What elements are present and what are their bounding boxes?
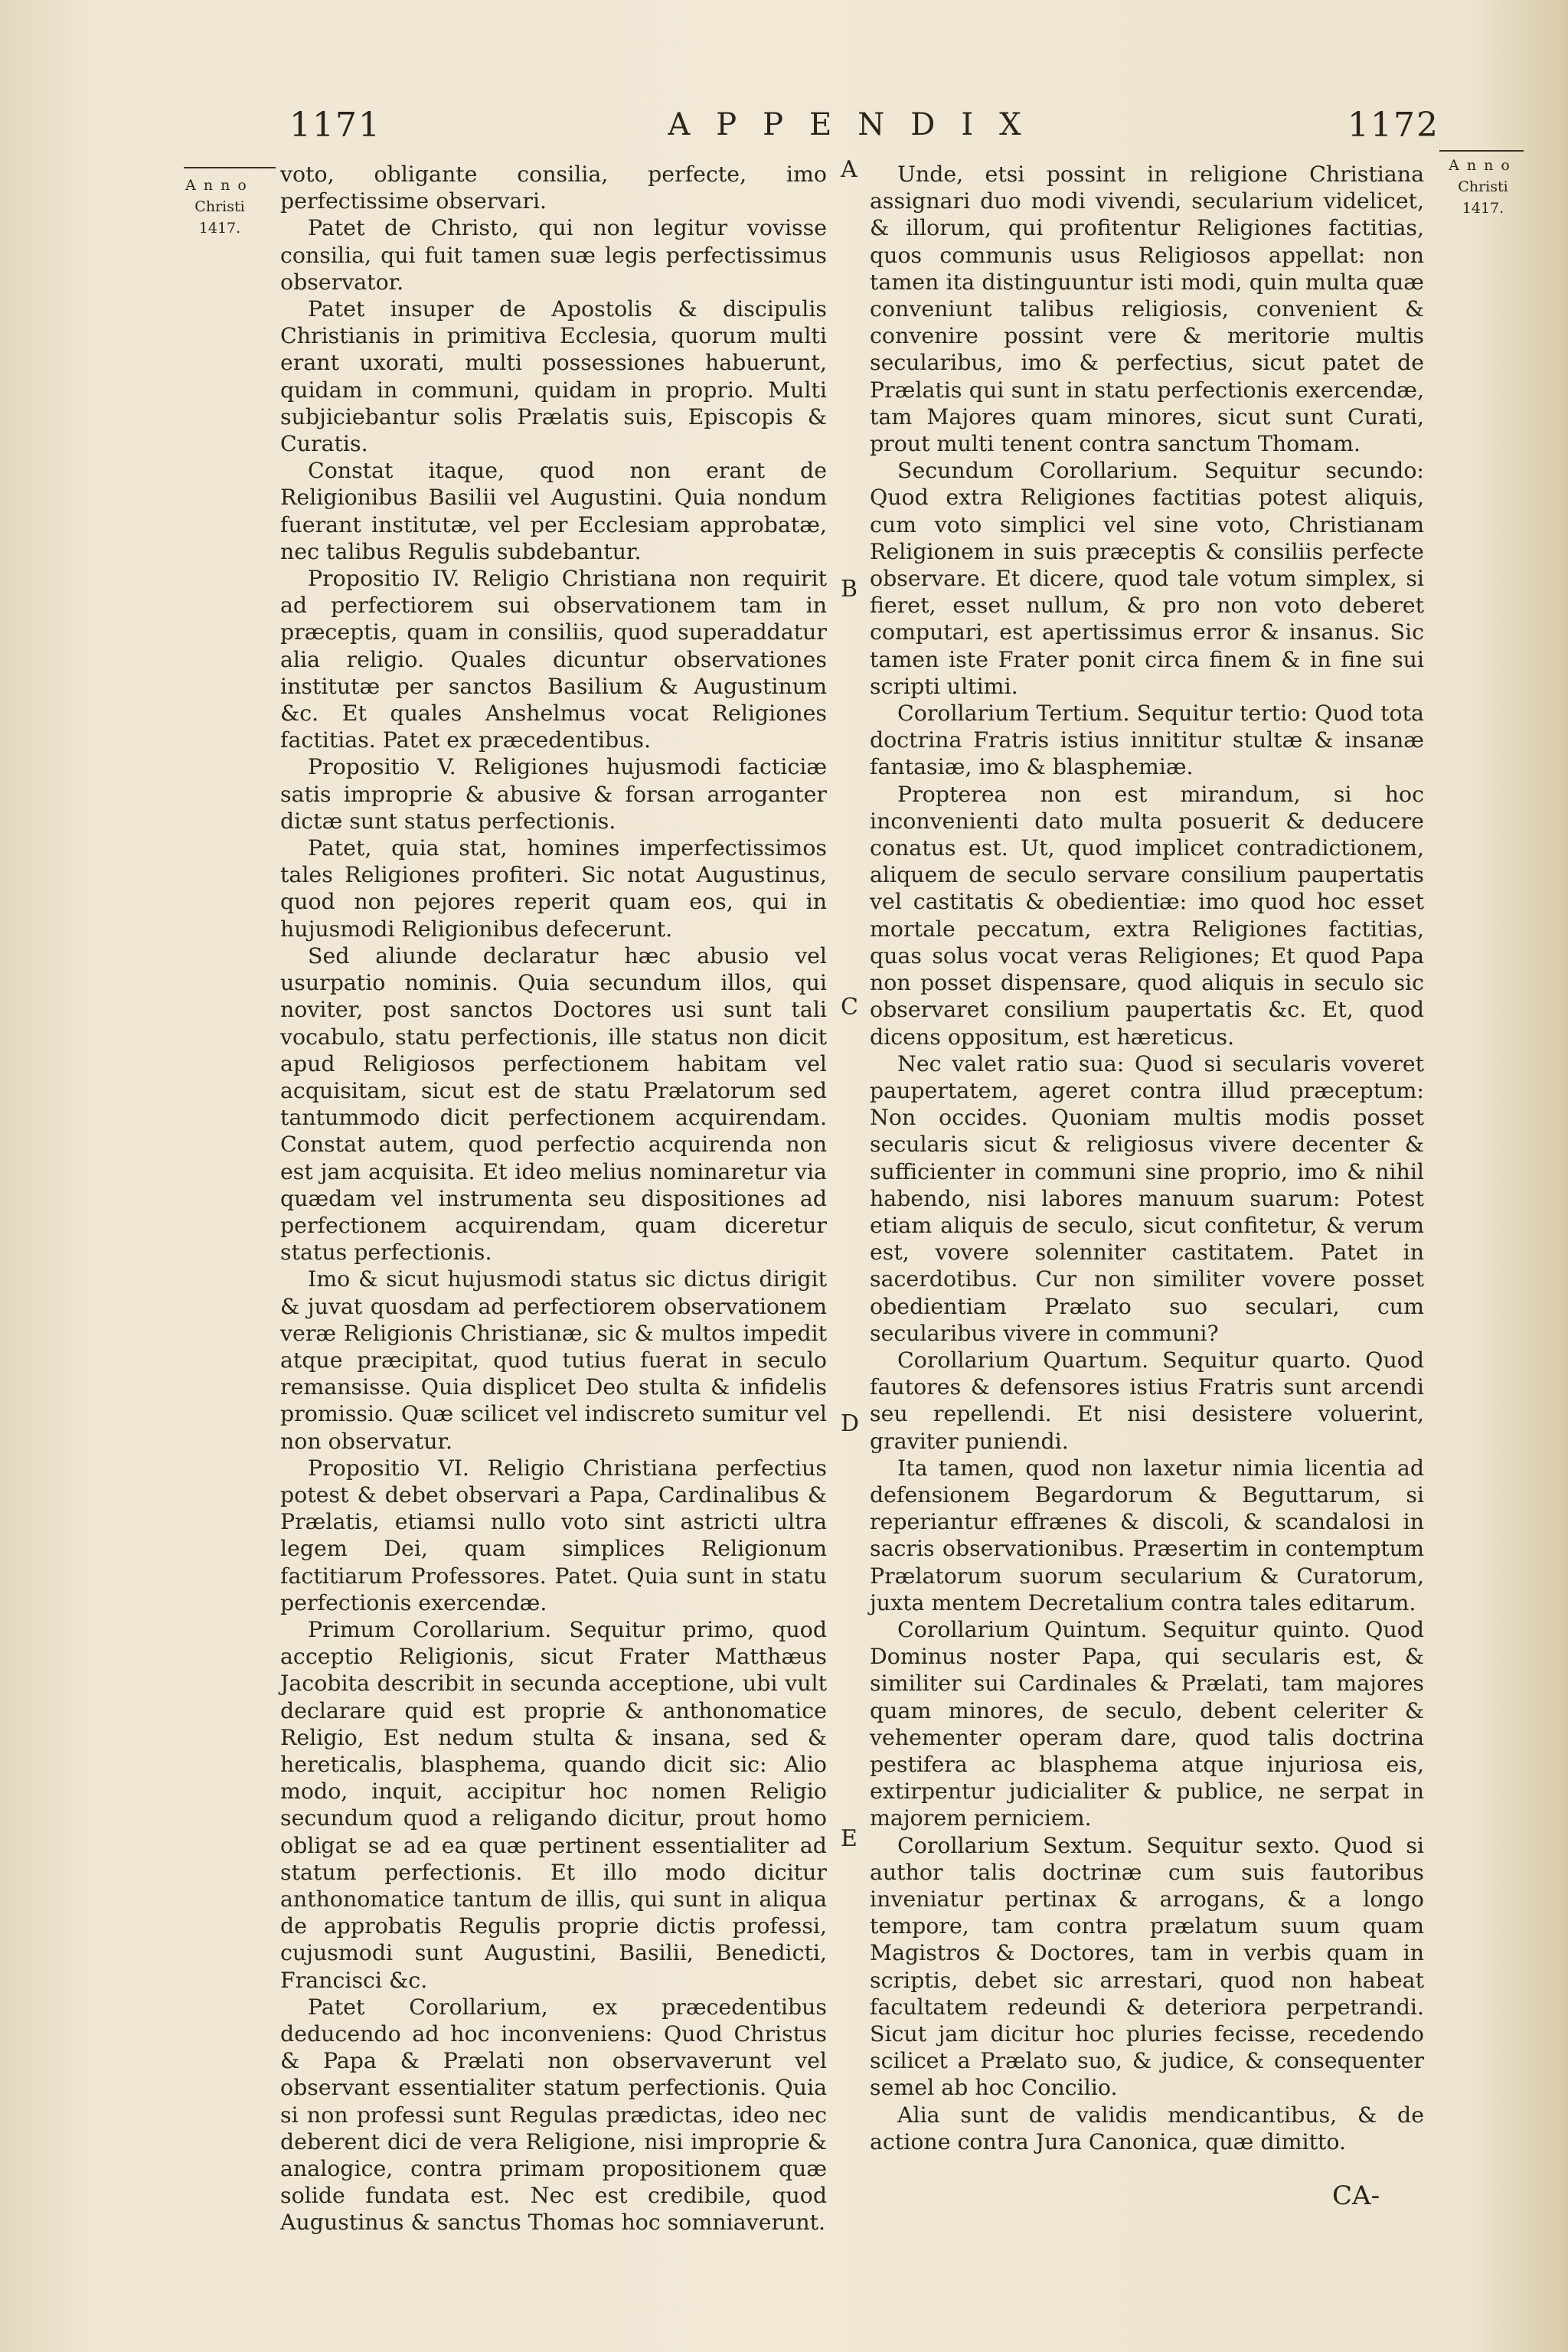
- left-paragraph: Patet Corollarium, ex præcedentibus deducendo ad hoc inconveniens: Quod Christus & Papa & Prælati non observaverunt vel observant essentialiter statum perfectionis. Quia si non professi sunt Regulas prædictas, ideo nec deberent dici de vera Religione, nisi improprie & analogice, contra primam propositionem quæ solide fundata est. Nec est credibile, quod Augustinus & sanctus Thomas hoc somniaverunt.: [280, 1994, 827, 2236]
- left-paragraph: Propositio VI. Religio Christiana perfectius potest & debet observari a Papa, Cardinalibus & Prælatis, etiamsi nullo voto sint astricti ultra legem Dei, quam simplices Religionum factitiarum Professores. Patet. Quia sunt in statu perfectionis exercendæ.: [280, 1455, 827, 1615]
- margin-rule-right: [1439, 150, 1524, 152]
- margin-note-right: [1433, 155, 1533, 219]
- left-paragraph: voto, obligante consilia, perfecte, imo perfectissime observari.: [280, 162, 827, 214]
- right-page-number: 1172: [1348, 106, 1439, 145]
- right-paragraph: Unde, etsi possint in religione Christiana assignari duo modi vivendi, secularium videlicet, & illorum, qui profitentur Religiones factitias, quos communis usus Religiosos appellat: non tamen ita distinguuntur isti modi, quin multa quæ conveniunt talibus religiosis, convenient & convenire possint vere & meritorie multis secularibus, imo & perfectius, sicut patet de Prælatis qui sunt in statu perfectionis exercendæ, tam Majores quam minores, sicut sunt Curati, prout multi tenent contra sanctum Thomam.: [870, 162, 1424, 457]
- right-column: [870, 161, 1424, 2155]
- left-paragraph: Patet de Christo, qui non legitur vovisse consilia, qui fuit tamen suæ legis perfectissimus observator.: [280, 215, 827, 295]
- left-paragraph: Constat itaque, quod non erant de Religionibus Basilii vel Augustini. Quia nondum fuerant institutæ, vel per Ecclesiam approbatæ, nec talibus Regulis subdebantur.: [280, 458, 827, 564]
- right-paragraph: Alia sunt de validis mendicantibus, & de actione contra Jura Canonica, quæ dimitto.: [870, 2102, 1424, 2154]
- section-letter-a: A: [841, 156, 858, 183]
- left-paragraph: Patet insuper de Apostolis & discipulis Christianis in primitiva Ecclesia, quorum multi erant uxorati, multi possessiones habuerunt, quidam in communi, quidam in proprio. Multi subjiciebantur solis Prælatis suis, Episcopis & Curatis.: [280, 296, 827, 457]
- margin-note-left-line2: Christi: [194, 198, 245, 215]
- right-paragraph: Corollarium Tertium. Sequitur tertio: Quod tota doctrina Fratris istius innititur stultæ & insanæ fantasiæ, imo & blasphemiæ.: [870, 701, 1424, 780]
- left-paragraph: Sed aliunde declaratur hæc abusio vel usurpatio nominis. Quia secundum illos, qui noviter, post sanctos Doctores usi sunt tali vocabulo, statu perfectionis, ille status non dicit apud Religiosos perfectionem habitam vel acquisitam, sicut est de statu Prælatorum sed tantummodo dicit perfectionem acquirendam. Constat autem, quod perfectio acquirenda non est jam acquisita. Et ideo melius nominaretur via quædam vel instrumenta seu dispositiones ad perfectionem acquirendam, quam diceretur status perfectionis.: [280, 942, 827, 1266]
- section-letter-c: C: [841, 994, 858, 1021]
- margin-note-right-line3: 1417.: [1462, 200, 1504, 217]
- margin-note-right-line1: Anno: [1449, 157, 1517, 174]
- margin-note-right-line2: Christi: [1458, 178, 1508, 195]
- section-letter-e: E: [841, 1825, 858, 1852]
- margin-rule-left: [184, 167, 276, 168]
- left-paragraph: Propositio IV. Religio Christiana non requirit ad perfectiorem sui observationem tam in præceptis, quam in consiliis, quod superaddatur alia religio. Quales dicuntur observationes institutæ per sanctos Basilium & Augustinum &c. Et quales Anshelmus vocat Religiones factitias. Patet ex præcedentibus.: [280, 566, 827, 753]
- right-paragraph: Ita tamen, quod non laxetur nimia licentia ad defensionem Begardorum & Beguttarum, si reperiantur effrænes & discoli, & scandalosi in sacris observationibus. Præsertim in contemptum Prælatorum suorum secularium & Curatorum, juxta mentem Decretalium contra tales editarum.: [870, 1455, 1424, 1615]
- running-title: APPENDIX: [668, 107, 1047, 142]
- margin-note-left-line3: 1417.: [198, 220, 241, 237]
- right-paragraph: Corollarium Quintum. Sequitur quinto. Quod Dominus noster Papa, qui secularis est, & similiter sui Cardinales & Prælati, tam majores quam minores, de seculo, debent celeriter & vehementer operam dare, quod talis doctrina pestifera ac blasphema atque injuriosa eis, extirpentur judicialiter & publice, ne serpat in majorem perniciem.: [870, 1616, 1424, 1831]
- left-column: [280, 161, 827, 2236]
- margin-note-left: [170, 175, 270, 239]
- right-paragraph: Corollarium Sextum. Sequitur sexto. Quod si author talis doctrinæ cum suis fautoribus inveniatur pertinax & arrogans, & a longo tempore, tam contra prælatum suum quam Magistros & Doctores, tam in verbis quam in scriptis, debet sic arrestari, quod non habeat facultatem redeundi & deteriora perpetrandi. Sicut jam dicitur hoc pluries fecisse, recedendo scilicet a Prælato suo, & judice, & consequenter semel ab hoc Concilio.: [870, 1832, 1424, 2101]
- section-letter-d: D: [841, 1410, 860, 1437]
- left-page-number: 1171: [289, 106, 381, 145]
- right-paragraph: Secundum Corollarium. Sequitur secundo: Quod extra Religiones factitias potest aliquis, cum voto simplici vel sine voto, Christianam Religionem in suis præceptis & consiliis perfecte observare. Et dicere, quod tale votum simplex, si fieret, esset nullum, & pro non voto deberet computari, est apertissimus error & insanus. Sic tamen iste Frater ponit circa finem & in fine sui scripti ultimi.: [870, 458, 1424, 699]
- catchword: CA-: [1332, 2180, 1380, 2211]
- left-paragraph: Propositio V. Religiones hujusmodi facticiæ satis improprie & abusive & forsan arroganter dictæ sunt status perfectionis.: [280, 754, 827, 834]
- left-paragraph: Patet, quia stat, homines imperfectissimos tales Religiones profiteri. Sic notat Augustinus, quod non pejores reperit quam eos, qui in hujusmodi Religionibus defecerunt.: [280, 835, 827, 942]
- right-paragraph: Corollarium Quartum. Sequitur quarto. Quod fautores & defensores istius Fratris sunt arcendi seu repellendi. Et nisi desistere voluerint, graviter puniendi.: [870, 1347, 1424, 1454]
- right-paragraph: Nec valet ratio sua: Quod si secularis voveret paupertatem, ageret contra illud præceptum: Non occides. Quoniam multis modis posset secularis sicut & religiosus vivere decenter & sufficienter in communi sine proprio, imo & nihil habendo, nisi labores manuum suarum: Potest etiam aliquis de seculo, sicut confitetur, & verum est, vovere solenniter castitatem. Patet in sacerdotibus. Cur non similiter vovere posset obedientiam Prælato suo seculari, cum secularibus vivere in communi?: [870, 1050, 1424, 1346]
- section-letter-b: B: [841, 576, 858, 603]
- left-paragraph: Primum Corollarium. Sequitur primo, quod acceptio Religionis, sicut Frater Matthæus Jacobita describit in secunda acceptione, ubi vult declarare quid est proprie & anthonomatice Religio, Est nedum stulta & insana, sed & hereticalis, blasphema, quando dicit sic: Alio modo, inquit, accipitur hoc nomen Religio secundum quod a religando dicitur, prout homo obligat se ad ea quæ pertinent essentialiter ad statum perfectionis. Et illo modo dicitur anthonomatice tantum de illis, qui sunt in aliqua de approbatis Regulis proprie dictis professi, cujusmodi sunt Augustini, Basilii, Benedicti, Francisci &c.: [280, 1616, 827, 1993]
- margin-note-left-line1: Anno: [185, 177, 254, 194]
- left-paragraph: Imo & sicut hujusmodi status sic dictus dirigit & juvat quosdam ad perfectiorem observationem veræ Religionis Christianæ, sic & multos impedit atque præcipitat, quod tutius fuerat in seculo remansisse. Quia displicet Deo stulta & infidelis promissio. Quæ scilicet vel indiscreto sumitur vel non observatur.: [280, 1266, 827, 1454]
- right-paragraph: Propterea non est mirandum, si hoc inconvenienti dato multa posuerit & deducere conatus est. Ut, quod implicet contradictionem, aliquem de seculo servare consilium paupertatis vel castitatis & obedientiæ: imo quod hoc esset mortale peccatum, extra Religiones factitias, quas solus vocat veras Religiones; Et quod Papa non posset dispensare, quod aliquis in seculo sic observaret consilium paupertatis &c. Et, quod dicens oppositum, est hæreticus.: [870, 781, 1424, 1050]
